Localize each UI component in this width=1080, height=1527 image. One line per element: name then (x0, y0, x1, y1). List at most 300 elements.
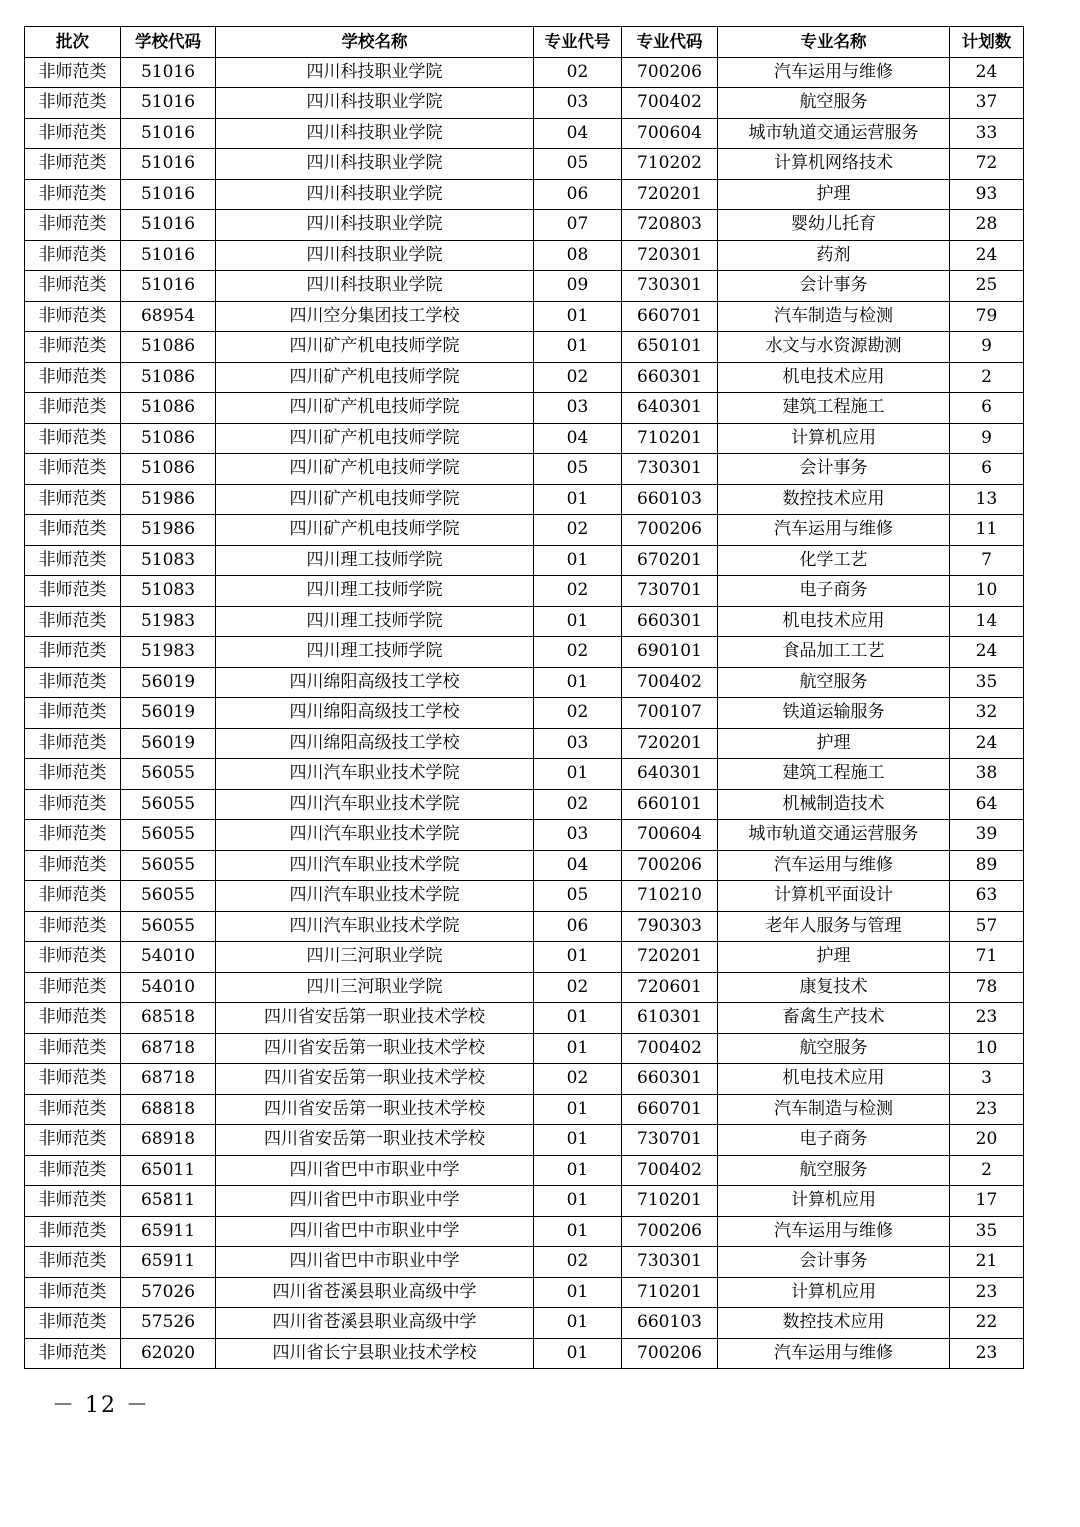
cell-batch: 非师范类 (25, 1277, 121, 1308)
cell-major-number: 04 (534, 850, 622, 881)
cell-major-number: 01 (534, 1338, 622, 1369)
cell-school-name: 四川矿产机电技师学院 (216, 423, 534, 454)
cell-plan-count: 20 (950, 1125, 1024, 1156)
cell-major-code: 730301 (622, 454, 718, 485)
cell-school-code: 51016 (121, 210, 216, 241)
cell-major-number: 01 (534, 332, 622, 363)
cell-batch: 非师范类 (25, 972, 121, 1003)
cell-school-code: 51016 (121, 57, 216, 88)
cell-school-code: 65811 (121, 1186, 216, 1217)
cell-batch: 非师范类 (25, 1186, 121, 1217)
table-row (25, 637, 1024, 668)
header-plan-count: 计划数 (950, 27, 1024, 58)
cell-plan-count: 33 (950, 118, 1024, 149)
cell-school-code: 56019 (121, 728, 216, 759)
cell-major-name: 机电技术应用 (718, 1064, 950, 1095)
cell-school-code: 56055 (121, 820, 216, 851)
cell-school-name: 四川汽车职业技术学院 (216, 881, 534, 912)
cell-plan-count: 79 (950, 301, 1024, 332)
cell-major-name: 机械制造技术 (718, 789, 950, 820)
cell-major-code: 660301 (622, 606, 718, 637)
cell-batch: 非师范类 (25, 423, 121, 454)
cell-plan-count: 24 (950, 57, 1024, 88)
cell-school-name: 四川科技职业学院 (216, 118, 534, 149)
cell-plan-count: 78 (950, 972, 1024, 1003)
table-header (25, 27, 1024, 58)
cell-major-name: 航空服务 (718, 1033, 950, 1064)
cell-plan-count: 32 (950, 698, 1024, 729)
cell-plan-count: 28 (950, 210, 1024, 241)
cell-batch: 非师范类 (25, 210, 121, 241)
cell-plan-count: 24 (950, 637, 1024, 668)
cell-major-code: 660701 (622, 301, 718, 332)
cell-plan-count: 7 (950, 545, 1024, 576)
cell-plan-count: 17 (950, 1186, 1024, 1217)
cell-plan-count: 14 (950, 606, 1024, 637)
cell-school-name: 四川矿产机电技师学院 (216, 393, 534, 424)
cell-plan-count: 21 (950, 1247, 1024, 1278)
cell-batch: 非师范类 (25, 911, 121, 942)
cell-batch: 非师范类 (25, 179, 121, 210)
cell-plan-count: 23 (950, 1094, 1024, 1125)
cell-plan-count: 24 (950, 240, 1024, 271)
cell-major-number: 01 (534, 1003, 622, 1034)
table-row (25, 1338, 1024, 1369)
cell-school-name: 四川省安岳第一职业技术学校 (216, 1033, 534, 1064)
cell-major-name: 航空服务 (718, 88, 950, 119)
cell-school-name: 四川汽车职业技术学院 (216, 789, 534, 820)
cell-batch: 非师范类 (25, 1094, 121, 1125)
cell-school-name: 四川汽车职业技术学院 (216, 911, 534, 942)
cell-batch: 非师范类 (25, 515, 121, 546)
cell-major-name: 汽车运用与维修 (718, 1216, 950, 1247)
cell-major-code: 700402 (622, 88, 718, 119)
table-row (25, 576, 1024, 607)
cell-major-name: 食品加工工艺 (718, 637, 950, 668)
cell-major-number: 04 (534, 423, 622, 454)
cell-major-name: 汽车运用与维修 (718, 850, 950, 881)
cell-major-name: 计算机应用 (718, 423, 950, 454)
cell-major-name: 计算机网络技术 (718, 149, 950, 180)
cell-school-code: 51086 (121, 393, 216, 424)
cell-school-code: 51086 (121, 423, 216, 454)
cell-major-number: 06 (534, 911, 622, 942)
cell-plan-count: 9 (950, 332, 1024, 363)
cell-major-name: 康复技术 (718, 972, 950, 1003)
cell-major-code: 700206 (622, 1216, 718, 1247)
cell-school-name: 四川汽车职业技术学院 (216, 759, 534, 790)
cell-major-code: 700206 (622, 57, 718, 88)
cell-school-name: 四川绵阳高级技工学校 (216, 698, 534, 729)
cell-school-name: 四川省巴中市职业中学 (216, 1155, 534, 1186)
cell-school-name: 四川省苍溪县职业高级中学 (216, 1277, 534, 1308)
cell-school-name: 四川省巴中市职业中学 (216, 1186, 534, 1217)
cell-major-name: 汽车制造与检测 (718, 1094, 950, 1125)
cell-plan-count: 3 (950, 1064, 1024, 1095)
cell-major-number: 05 (534, 149, 622, 180)
table-row (25, 179, 1024, 210)
cell-school-code: 51986 (121, 484, 216, 515)
cell-school-code: 56055 (121, 881, 216, 912)
cell-major-code: 660301 (622, 1064, 718, 1095)
table-row (25, 667, 1024, 698)
cell-major-code: 710201 (622, 1186, 718, 1217)
cell-school-code: 68718 (121, 1064, 216, 1095)
cell-major-name: 汽车运用与维修 (718, 57, 950, 88)
cell-major-code: 710202 (622, 149, 718, 180)
cell-batch: 非师范类 (25, 332, 121, 363)
cell-major-name: 会计事务 (718, 271, 950, 302)
table-row (25, 1186, 1024, 1217)
cell-batch: 非师范类 (25, 1247, 121, 1278)
table-row (25, 332, 1024, 363)
cell-school-name: 四川科技职业学院 (216, 210, 534, 241)
cell-batch: 非师范类 (25, 545, 121, 576)
cell-major-number: 05 (534, 454, 622, 485)
cell-batch: 非师范类 (25, 149, 121, 180)
cell-major-name: 畜禽生产技术 (718, 1003, 950, 1034)
cell-major-name: 计算机应用 (718, 1186, 950, 1217)
cell-major-number: 08 (534, 240, 622, 271)
cell-school-name: 四川三河职业学院 (216, 942, 534, 973)
table-row (25, 362, 1024, 393)
cell-major-number: 04 (534, 118, 622, 149)
cell-major-number: 05 (534, 881, 622, 912)
cell-major-name: 电子商务 (718, 576, 950, 607)
cell-major-number: 07 (534, 210, 622, 241)
cell-school-name: 四川理工技师学院 (216, 637, 534, 668)
table-row (25, 1247, 1024, 1278)
cell-batch: 非师范类 (25, 820, 121, 851)
cell-school-code: 51016 (121, 271, 216, 302)
cell-major-number: 02 (534, 637, 622, 668)
cell-major-name: 数控技术应用 (718, 1308, 950, 1339)
table-row (25, 1155, 1024, 1186)
cell-school-code: 54010 (121, 942, 216, 973)
cell-school-name: 四川矿产机电技师学院 (216, 484, 534, 515)
table-row (25, 789, 1024, 820)
cell-school-code: 51016 (121, 88, 216, 119)
cell-plan-count: 23 (950, 1277, 1024, 1308)
cell-school-name: 四川汽车职业技术学院 (216, 850, 534, 881)
cell-batch: 非师范类 (25, 57, 121, 88)
table-row (25, 271, 1024, 302)
cell-major-code: 660301 (622, 362, 718, 393)
table-row (25, 972, 1024, 1003)
cell-plan-count: 38 (950, 759, 1024, 790)
cell-school-code: 68954 (121, 301, 216, 332)
cell-plan-count: 10 (950, 1033, 1024, 1064)
cell-major-name: 建筑工程施工 (718, 393, 950, 424)
cell-school-name: 四川三河职业学院 (216, 972, 534, 1003)
cell-batch: 非师范类 (25, 454, 121, 485)
table-row (25, 1094, 1024, 1125)
cell-school-code: 56055 (121, 789, 216, 820)
cell-batch: 非师范类 (25, 1216, 121, 1247)
cell-major-code: 660101 (622, 789, 718, 820)
table-row (25, 1125, 1024, 1156)
cell-major-name: 护理 (718, 728, 950, 759)
cell-major-code: 660701 (622, 1094, 718, 1125)
cell-major-code: 720201 (622, 179, 718, 210)
cell-major-name: 汽车运用与维修 (718, 1338, 950, 1369)
cell-batch: 非师范类 (25, 1033, 121, 1064)
cell-major-code: 640301 (622, 393, 718, 424)
cell-major-name: 汽车制造与检测 (718, 301, 950, 332)
cell-batch: 非师范类 (25, 698, 121, 729)
table-row (25, 484, 1024, 515)
enrollment-plan-table (24, 26, 1024, 1369)
cell-school-name: 四川科技职业学院 (216, 88, 534, 119)
cell-batch: 非师范类 (25, 728, 121, 759)
cell-major-number: 03 (534, 728, 622, 759)
cell-plan-count: 13 (950, 484, 1024, 515)
cell-major-code: 650101 (622, 332, 718, 363)
cell-batch: 非师范类 (25, 942, 121, 973)
cell-plan-count: 6 (950, 393, 1024, 424)
cell-batch: 非师范类 (25, 1003, 121, 1034)
cell-major-number: 02 (534, 1064, 622, 1095)
cell-school-name: 四川理工技师学院 (216, 545, 534, 576)
cell-school-name: 四川矿产机电技师学院 (216, 515, 534, 546)
cell-major-number: 01 (534, 1186, 622, 1217)
cell-major-code: 700206 (622, 1338, 718, 1369)
cell-major-code: 700402 (622, 667, 718, 698)
cell-batch: 非师范类 (25, 301, 121, 332)
cell-batch: 非师范类 (25, 881, 121, 912)
cell-major-code: 700604 (622, 820, 718, 851)
cell-plan-count: 22 (950, 1308, 1024, 1339)
cell-major-code: 610301 (622, 1003, 718, 1034)
cell-school-code: 56019 (121, 698, 216, 729)
cell-batch: 非师范类 (25, 1064, 121, 1095)
header-major-number: 专业代号 (534, 27, 622, 58)
cell-batch: 非师范类 (25, 576, 121, 607)
table-row (25, 881, 1024, 912)
cell-major-code: 700402 (622, 1033, 718, 1064)
table-row (25, 118, 1024, 149)
cell-plan-count: 93 (950, 179, 1024, 210)
cell-school-name: 四川省安岳第一职业技术学校 (216, 1003, 534, 1034)
cell-major-code: 690101 (622, 637, 718, 668)
table-row (25, 1003, 1024, 1034)
cell-school-name: 四川绵阳高级技工学校 (216, 667, 534, 698)
cell-major-name: 老年人服务与管理 (718, 911, 950, 942)
cell-major-code: 700206 (622, 515, 718, 546)
cell-major-code: 640301 (622, 759, 718, 790)
cell-school-name: 四川省安岳第一职业技术学校 (216, 1064, 534, 1095)
cell-major-name: 城市轨道交通运营服务 (718, 820, 950, 851)
cell-school-code: 51983 (121, 637, 216, 668)
cell-school-name: 四川科技职业学院 (216, 240, 534, 271)
cell-plan-count: 25 (950, 271, 1024, 302)
table-row (25, 240, 1024, 271)
cell-major-code: 710201 (622, 1277, 718, 1308)
cell-major-name: 机电技术应用 (718, 362, 950, 393)
cell-school-name: 四川绵阳高级技工学校 (216, 728, 534, 759)
cell-major-name: 计算机平面设计 (718, 881, 950, 912)
header-batch: 批次 (25, 27, 121, 58)
cell-major-code: 710210 (622, 881, 718, 912)
cell-plan-count: 64 (950, 789, 1024, 820)
cell-school-code: 65911 (121, 1247, 216, 1278)
cell-batch: 非师范类 (25, 1308, 121, 1339)
cell-batch: 非师范类 (25, 88, 121, 119)
cell-major-name: 药剂 (718, 240, 950, 271)
cell-school-name: 四川省安岳第一职业技术学校 (216, 1094, 534, 1125)
cell-plan-count: 24 (950, 728, 1024, 759)
cell-major-number: 02 (534, 1247, 622, 1278)
cell-school-name: 四川科技职业学院 (216, 271, 534, 302)
header-school-code: 学校代码 (121, 27, 216, 58)
cell-school-code: 56019 (121, 667, 216, 698)
cell-school-code: 56055 (121, 759, 216, 790)
cell-plan-count: 10 (950, 576, 1024, 607)
cell-plan-count: 2 (950, 1155, 1024, 1186)
cell-school-name: 四川矿产机电技师学院 (216, 362, 534, 393)
cell-school-name: 四川省长宁县职业技术学校 (216, 1338, 534, 1369)
cell-major-number: 02 (534, 362, 622, 393)
cell-major-code: 700604 (622, 118, 718, 149)
cell-school-name: 四川省苍溪县职业高级中学 (216, 1308, 534, 1339)
cell-school-name: 四川理工技师学院 (216, 576, 534, 607)
table-body (25, 57, 1024, 1369)
cell-major-code: 700402 (622, 1155, 718, 1186)
cell-major-code: 720301 (622, 240, 718, 271)
cell-batch: 非师范类 (25, 667, 121, 698)
cell-school-code: 51016 (121, 240, 216, 271)
cell-batch: 非师范类 (25, 118, 121, 149)
cell-plan-count: 23 (950, 1003, 1024, 1034)
cell-major-code: 720201 (622, 942, 718, 973)
cell-batch: 非师范类 (25, 1155, 121, 1186)
cell-major-code: 720803 (622, 210, 718, 241)
table-row (25, 1064, 1024, 1095)
table-row (25, 545, 1024, 576)
cell-school-name: 四川科技职业学院 (216, 57, 534, 88)
cell-plan-count: 72 (950, 149, 1024, 180)
cell-major-name: 汽车运用与维修 (718, 515, 950, 546)
cell-school-code: 62020 (121, 1338, 216, 1369)
cell-major-name: 航空服务 (718, 1155, 950, 1186)
cell-plan-count: 2 (950, 362, 1024, 393)
cell-batch: 非师范类 (25, 362, 121, 393)
cell-major-name: 护理 (718, 179, 950, 210)
cell-major-name: 航空服务 (718, 667, 950, 698)
cell-major-number: 09 (534, 271, 622, 302)
cell-major-code: 660103 (622, 484, 718, 515)
table-row (25, 759, 1024, 790)
cell-school-name: 四川矿产机电技师学院 (216, 454, 534, 485)
table-row (25, 911, 1024, 942)
cell-plan-count: 57 (950, 911, 1024, 942)
cell-batch: 非师范类 (25, 850, 121, 881)
cell-school-code: 68818 (121, 1094, 216, 1125)
cell-batch: 非师范类 (25, 606, 121, 637)
cell-major-number: 01 (534, 301, 622, 332)
header-major-name: 专业名称 (718, 27, 950, 58)
cell-school-code: 65011 (121, 1155, 216, 1186)
cell-plan-count: 63 (950, 881, 1024, 912)
table-row (25, 1308, 1024, 1339)
cell-school-name: 四川汽车职业技术学院 (216, 820, 534, 851)
cell-plan-count: 6 (950, 454, 1024, 485)
cell-plan-count: 35 (950, 667, 1024, 698)
table-row (25, 149, 1024, 180)
cell-batch: 非师范类 (25, 240, 121, 271)
cell-school-code: 51086 (121, 332, 216, 363)
cell-major-name: 建筑工程施工 (718, 759, 950, 790)
cell-major-number: 01 (534, 545, 622, 576)
cell-major-number: 01 (534, 1277, 622, 1308)
cell-major-number: 02 (534, 57, 622, 88)
cell-batch: 非师范类 (25, 484, 121, 515)
cell-major-name: 护理 (718, 942, 950, 973)
page-number: － 12 － (52, 1393, 150, 1418)
cell-major-name: 机电技术应用 (718, 606, 950, 637)
cell-batch: 非师范类 (25, 759, 121, 790)
cell-batch: 非师范类 (25, 637, 121, 668)
table-row (25, 728, 1024, 759)
cell-school-code: 68718 (121, 1033, 216, 1064)
cell-plan-count: 35 (950, 1216, 1024, 1247)
cell-major-name: 电子商务 (718, 1125, 950, 1156)
cell-major-code: 700107 (622, 698, 718, 729)
cell-school-code: 65911 (121, 1216, 216, 1247)
cell-school-name: 四川省巴中市职业中学 (216, 1216, 534, 1247)
cell-major-name: 铁道运输服务 (718, 698, 950, 729)
cell-major-name: 数控技术应用 (718, 484, 950, 515)
table-row (25, 88, 1024, 119)
cell-major-name: 会计事务 (718, 454, 950, 485)
cell-major-code: 730701 (622, 1125, 718, 1156)
cell-school-name: 四川省巴中市职业中学 (216, 1247, 534, 1278)
cell-major-code: 730701 (622, 576, 718, 607)
cell-plan-count: 71 (950, 942, 1024, 973)
cell-school-code: 56055 (121, 850, 216, 881)
cell-major-number: 03 (534, 88, 622, 119)
cell-major-number: 03 (534, 820, 622, 851)
cell-major-number: 01 (534, 1216, 622, 1247)
cell-major-number: 03 (534, 393, 622, 424)
cell-school-name: 四川省安岳第一职业技术学校 (216, 1125, 534, 1156)
cell-major-number: 01 (534, 1125, 622, 1156)
cell-school-code: 51083 (121, 545, 216, 576)
cell-school-code: 51016 (121, 118, 216, 149)
table-row (25, 606, 1024, 637)
table-row (25, 942, 1024, 973)
cell-school-code: 56055 (121, 911, 216, 942)
cell-plan-count: 9 (950, 423, 1024, 454)
cell-batch: 非师范类 (25, 1125, 121, 1156)
cell-major-code: 660103 (622, 1308, 718, 1339)
cell-school-name: 四川空分集团技工学校 (216, 301, 534, 332)
cell-school-name: 四川理工技师学院 (216, 606, 534, 637)
cell-major-name: 计算机应用 (718, 1277, 950, 1308)
table-row (25, 393, 1024, 424)
cell-plan-count: 11 (950, 515, 1024, 546)
cell-major-number: 01 (534, 606, 622, 637)
cell-school-code: 51086 (121, 362, 216, 393)
cell-major-number: 01 (534, 667, 622, 698)
cell-major-number: 01 (534, 759, 622, 790)
cell-major-number: 01 (534, 1155, 622, 1186)
cell-batch: 非师范类 (25, 789, 121, 820)
cell-school-code: 51016 (121, 179, 216, 210)
header-school-name: 学校名称 (216, 27, 534, 58)
table-row (25, 698, 1024, 729)
cell-major-name: 水文与水资源勘测 (718, 332, 950, 363)
